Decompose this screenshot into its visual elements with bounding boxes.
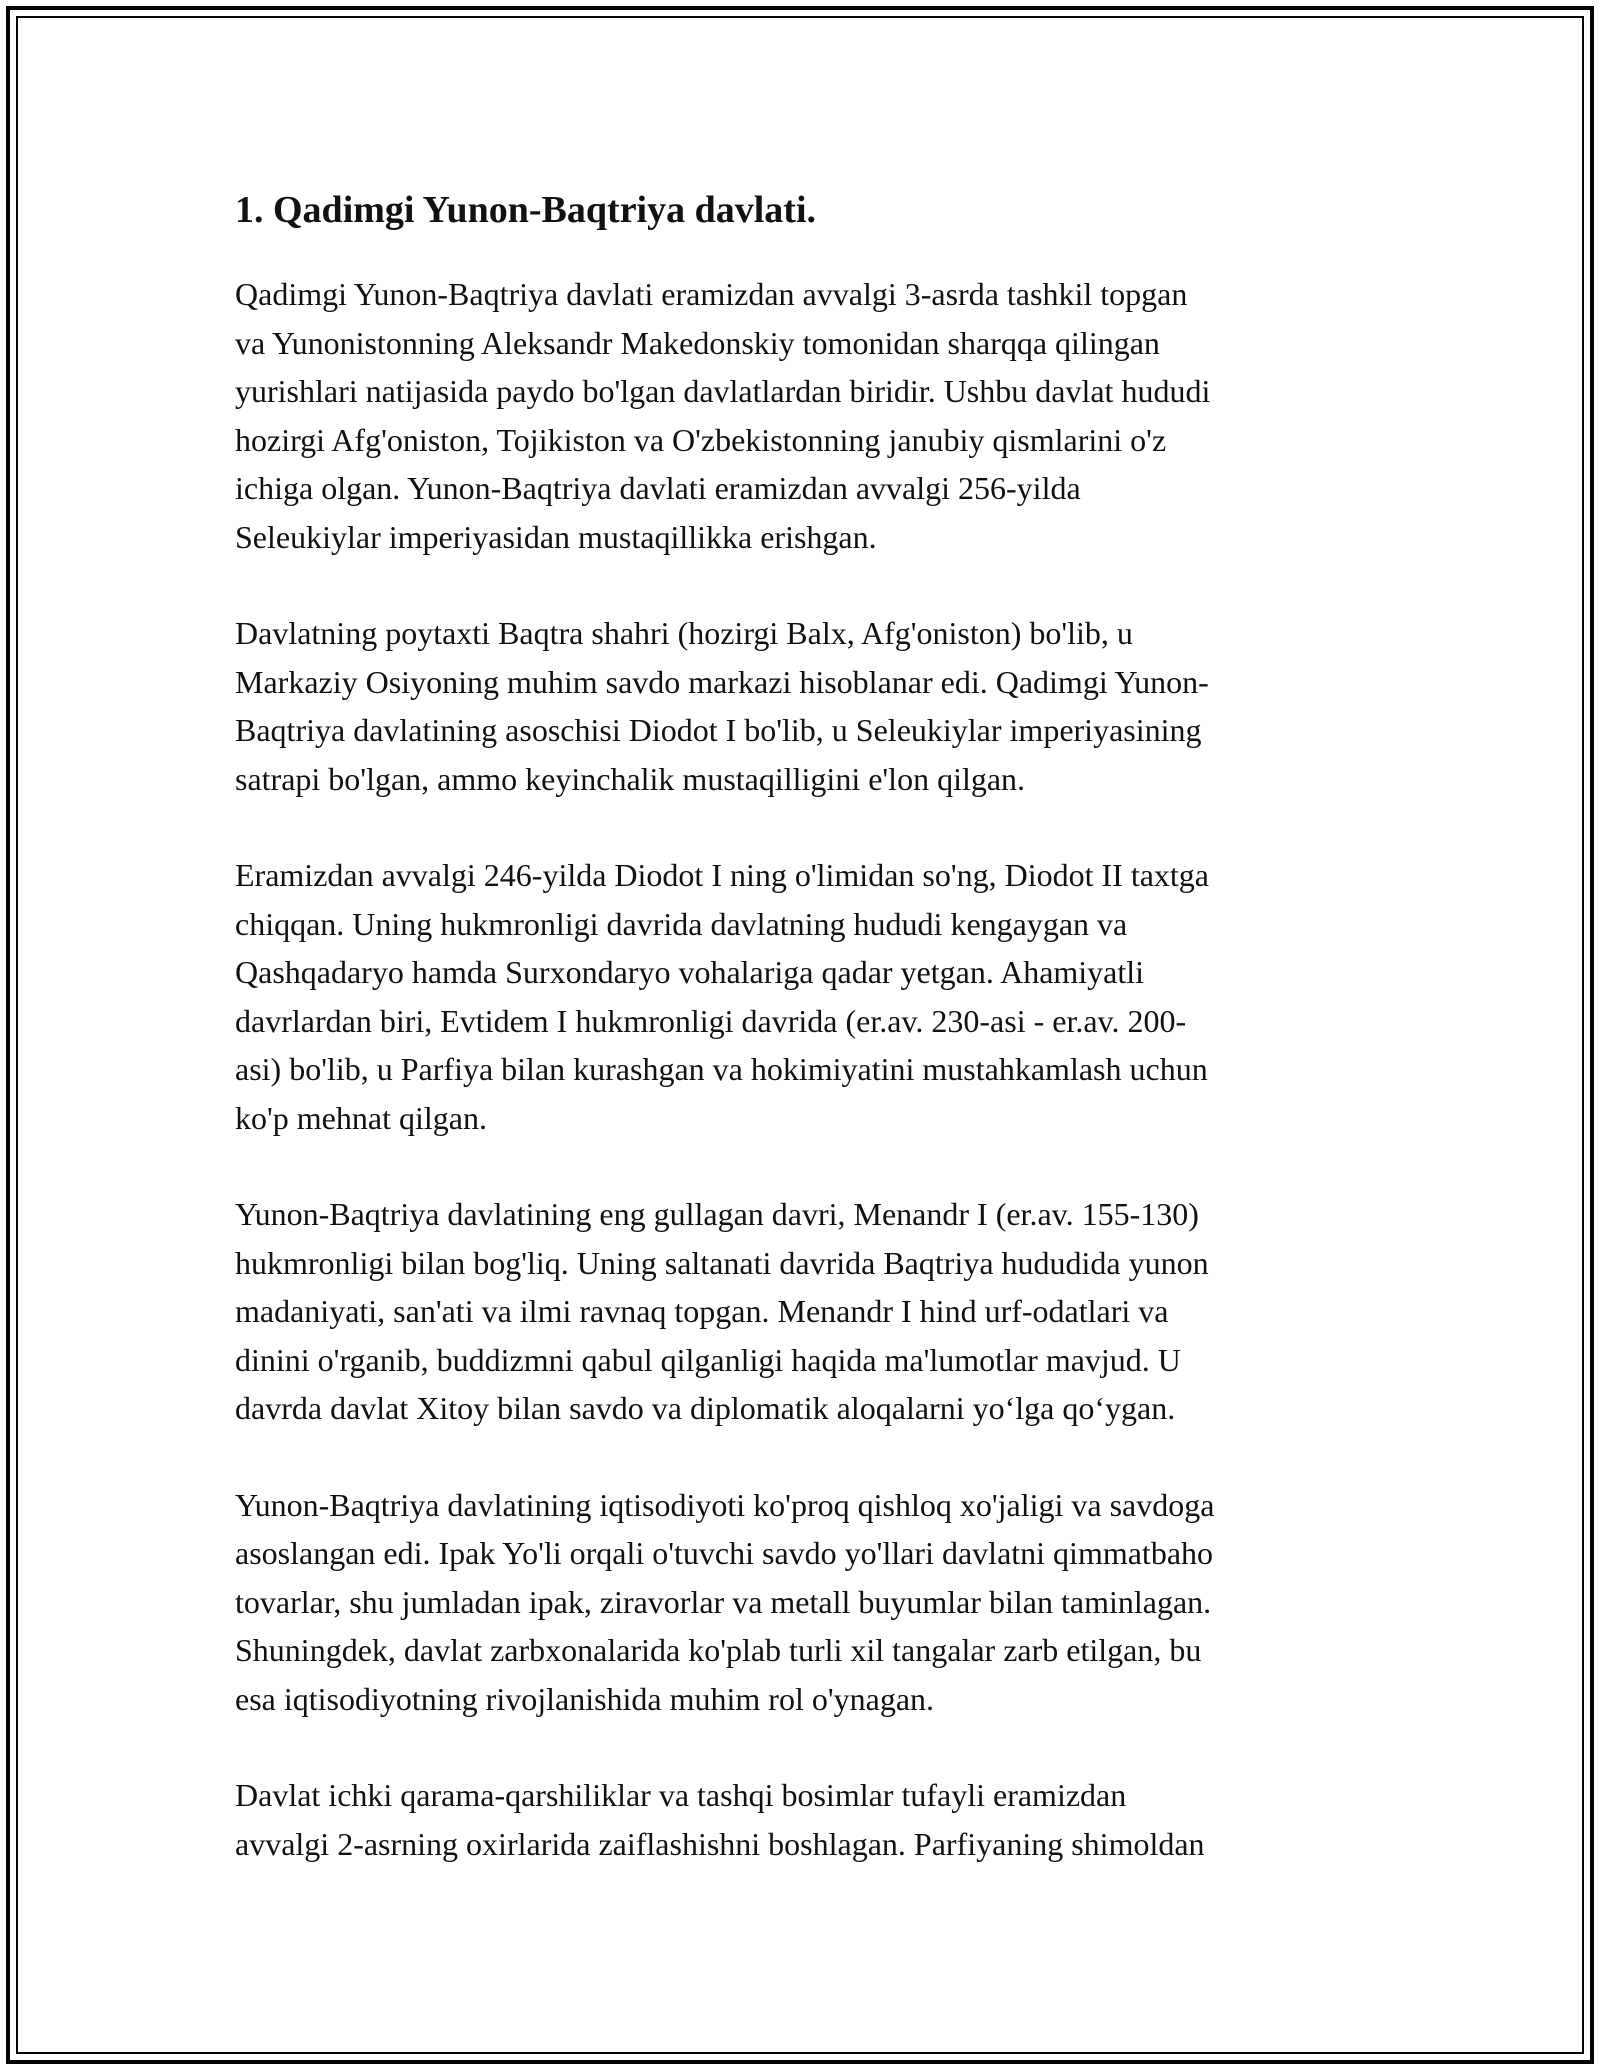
document-title: 1. Qadimgi Yunon-Baqtriya davlati. [235, 189, 817, 231]
paragraph-rulers: Eramizdan avvalgi 246-yilda Diodot I ning o'limidan so'ng, Diodot II taxtga chiqqan. Uning hukmronligi davrida davlatning hududi kengaygan va Qashqadaryo hamda Surxondaryo vohalariga qadar yetgan. Ahamiyatli davrlardan biri, Evtidem I hukmronligi davrida (er.av. 230-asi - er.av. 200- asi) bo'lib, u Parfiya bilan kurashgan va hokimiyatini mustahkamlash uchun ko'p mehnat qilgan. [235, 857, 1209, 1136]
document-body [235, 180, 1365, 1916]
paragraph-founding: Qadimgi Yunon-Baqtriya davlati eramizdan avvalgi 3-asrda tashkil topgan va Yunonistonning Aleksandr Makedonskiy tomonidan sharqqa qilingan yurishlari natijasida paydo bo'lgan davlatlardan biridir. Ushbu davlat hududi hozirgi Afg'oniston, Tojikiston va O'zbekistonning janubiy qismlarini o'z ichiga olgan. Yunon-Baqtriya davlati eramizdan avvalgi 256-yilda Seleukiylar imperiyasidan mustaqillikka erishgan. [235, 276, 1211, 555]
paragraph-economy: Yunon-Baqtriya davlatining iqtisodiyoti ko'proq qishloq xo'jaligi va savdoga asoslangan edi. Ipak Yo'li orqali o'tuvchi savdo yo'llari davlatni qimmatbaho tovarlar, shu jumladan ipak, ziravorlar va metall buyumlar bilan taminlagan. Shuningdek, davlat zarbxonalarida ko'plab turli xil tangalar zarb etilgan, bu esa iqtisodiyotning rivojlanishida muhim rol o'ynagan. [235, 1486, 1215, 1717]
paragraph-menandr: Yunon-Baqtriya davlatining eng gullagan davri, Menandr I (er.av. 155-130) hukmronligi bilan bog'liq. Uning saltanati davrida Baqtriya hududida yunon madaniyati, san'ati va ilmi ravnaq topgan. Menandr I hind urf-odatlari va dinini o'rganib, buddizmni qabul qilganligi haqida ma'lumotlar mavjud. U davrda davlat Xitoy bilan savdo va diplomatik aloqalarni yo‘lga qo‘ygan. [235, 1196, 1209, 1426]
paragraph-decline: Davlat ichki qarama-qarshiliklar va tashqi bosimlar tufayli eramizdan avvalgi 2-asrning oxirlarida zaiflashishni boshlagan. Parfiyaning shimoldan [235, 1777, 1205, 1862]
paragraph-capital: Davlatning poytaxti Baqtra shahri (hozirgi Balx, Afg'oniston) bo'lib, u Markaziy Osiyoning muhim savdo markazi hisoblanar edi. Qadimgi Yunon- Baqtriya davlatining asoschisi Diodot I bo'lib, u Seleukiylar imperiyasining satrapi bo'lgan, ammo keyinchalik mustaqilligini e'lon qilgan. [235, 615, 1209, 797]
